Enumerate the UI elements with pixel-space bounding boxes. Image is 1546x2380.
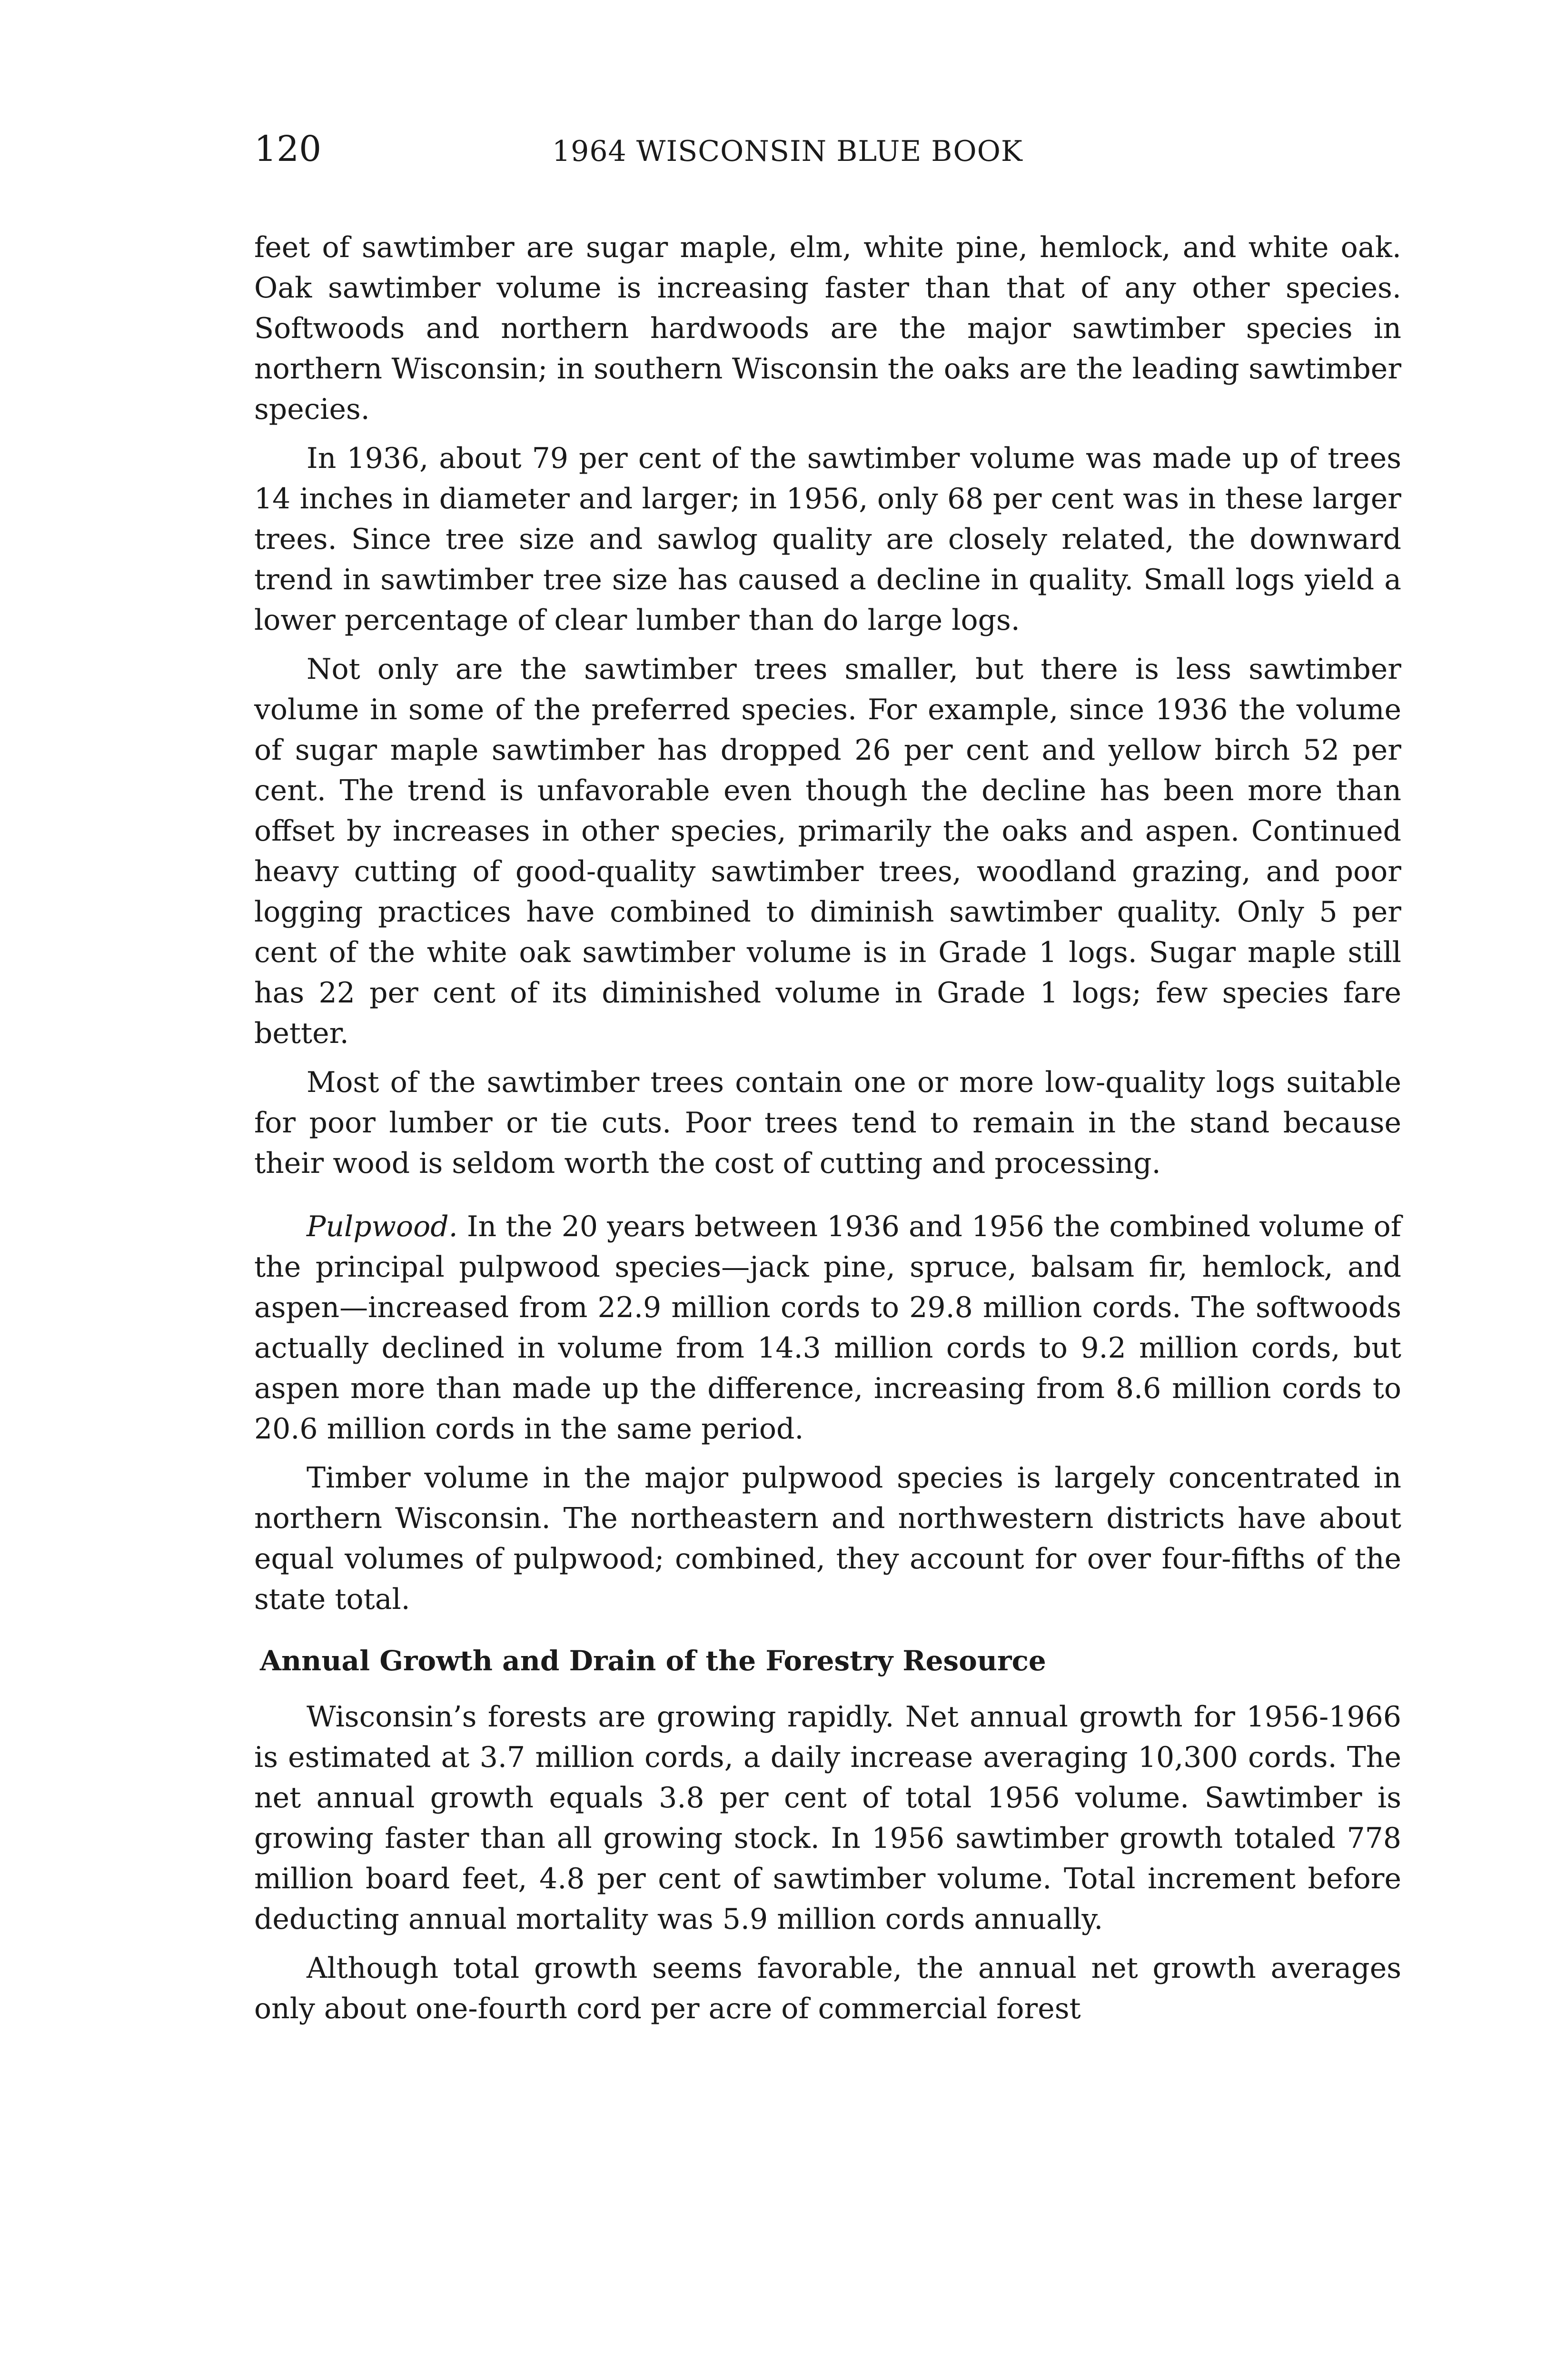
paragraph-sawtimber-species: feet of sawtimber are sugar maple, elm, white pine, hemlock, and white oak. Oak sawtimber volume is increasing faster than that of any other species. Softwoods and northern hardwoods are the major sawtimber species in northern Wisconsin; in southern Wisconsin the oaks are the leading sawtimber species. (254, 231, 1401, 426)
paragraph-pulpwood-distribution: Timber volume in the major pulpwood species is largely concentrated in northern Wisconsin. The northeastern and northwestern districts have about equal volumes of pulpwood; combined, they account for over four-fifths of the state total. (254, 1461, 1401, 1616)
paragraph-low-quality-logs: Most of the sawtimber trees contain one or more low-quality logs suitable for poor lumber or tie cuts. Poor trees tend to remain in the stand because their wood is seldom worth the cost of cutting and processing. (254, 1066, 1401, 1180)
running-title: 1964 WISCONSIN BLUE BOOK (552, 135, 1023, 168)
section-heading: Annual Growth and Drain of the Forestry Resource (260, 1645, 1046, 1677)
paragraph-growth-rate: Wisconsin’s forests are growing rapidly. Net annual growth for 1956-1966 is estimated at 3.7 million cords, a daily increase averaging 10,300 cords. The net annual growth equals 3.8 per cent of total 1956 volume. Sawtimber is growing faster than all growing stock. In 1956 sawtimber growth totaled 778 million board feet, 4.8 per cent of sawtimber volume. Total increment before deducting annual mortality was 5.9 million cords annually. (254, 1700, 1401, 1936)
paragraph-tree-size: In 1936, about 79 per cent of the sawtimber volume was made up of trees 14 inches in diameter and larger; in 1956, only 68 per cent was in these larger trees. Since tree size and sawlog quality are closely related, the downward trend in sawtimber tree size has caused a decline in quality. Small logs yield a lower percentage of clear lumber than do large logs. (254, 442, 1401, 637)
paragraph-growth-per-acre: Although total growth seems favorable, the annual net growth averages only about one-fourth cord per acre of commercial forest (254, 1951, 1401, 2025)
paragraph-pulpwood (254, 1207, 1401, 1449)
page-number: 120 (254, 129, 322, 169)
body-text (254, 228, 1401, 2038)
paragraph-preferred-species: Not only are the sawtimber trees smaller, but there is less sawtimber volume in some of the preferred species. For example, since 1936 the volume of sugar maple sawtimber has dropped 26 per cent and yellow birch 52 per cent. The trend is unfavorable even though the decline has been more than offset by increases in other species, primarily the oaks and aspen. Continued heavy cutting of good-quality sawtimber trees, woodland grazing, and poor logging practices have combined to diminish sawtimber quality. Only 5 per cent of the white oak sawtimber volume is in Grade 1 logs. Sugar maple still has 22 per cent of its diminished volume in Grade 1 logs; few species fare better. (254, 653, 1401, 1050)
pulpwood-text: In the 20 years between 1936 and 1956 the combined volume of the principal pulpwood species—jack pine, spruce, balsam fir, hemlock, and aspen—increased from 22.9 million cords to 29.8 million cords. The softwoods actually declined in volume from 14.3 million cords to 9.2 million cords, but aspen more than made up the difference, increasing from 8.6 million cords to 20.6 million cords in the same period. (254, 1210, 1401, 1446)
pulpwood-run-in-heading: Pulpwood. (307, 1210, 458, 1243)
